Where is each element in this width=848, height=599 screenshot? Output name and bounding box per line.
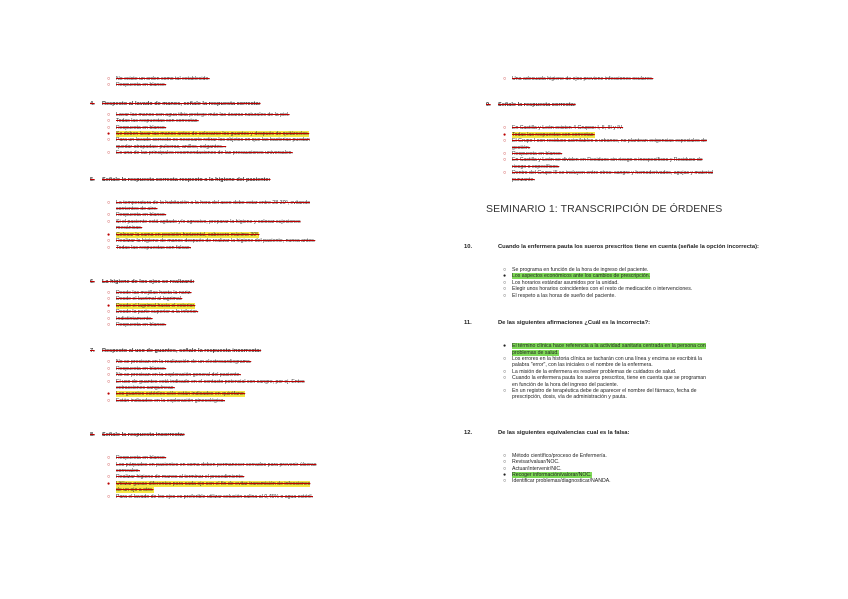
question-text: Respecto al uso de guantes, señale la respuesta incorrecta: [102,348,262,355]
answer-text: Los guantes estériles sólo están indicados en quirófano. [116,391,246,398]
question-number: 7. [90,348,95,355]
answer-text: Todas las respuestas son falsas. [116,244,191,251]
question-text: La higiene de los ojos se realizará: [102,278,195,285]
answer-text: Los párpados en pacientes en coma deben permanecer cerrados para prevenir úlceras [116,461,317,468]
answer-option [90,322,380,328]
answer-text: Si el paciente está agitado y/o agresivo, preparar la higiene y colocar sujeciones [116,218,301,225]
answer-list [90,200,380,251]
question-text: Señale la respuesta incorrecta: [102,432,185,439]
spacer [90,89,380,101]
answer-text: Los errores en la historia clínica se tacharán con una línea y encima se escribirá la [512,355,703,362]
answer-list [486,125,776,183]
answer-text: Es una de las principales recomendaciones de las precauciones universales. [116,150,293,157]
spacer [90,328,380,348]
selected-bullet-icon: ● [503,131,507,138]
question-number: 9. [486,102,491,109]
bullet-icon: ○ [503,170,507,177]
answer-text: problemas de salud. [512,349,559,356]
bullet-icon: ○ [503,292,507,299]
bullet-icon: ○ [107,76,111,82]
selected-bullet-icon: ● [503,471,507,478]
question-heading [90,432,380,439]
spacer [486,299,776,319]
spacer [486,441,776,453]
bullet-icon: ○ [107,321,111,328]
answer-text: Respuesta en blanco. [512,151,563,158]
bullet-icon: ○ [503,125,507,132]
question-number: 8. [90,432,95,439]
answer-text: prescripción, dosis, vía de administración y pauta. [512,394,627,401]
answer-text: Respuesta en blanco. [116,124,167,131]
selected-bullet-icon: ● [503,343,507,350]
answer-text: Dentro del Grupo III se incluyen entre otros: sangre y hemoderivados, agujas y material [512,170,713,177]
answer-text: Elegir unos horarios coincidentes con el resto de medicación o intervenciones. [512,286,693,293]
answer-list [486,76,776,82]
question-heading [464,319,776,327]
answer-text: El respeto a las horas de sueño del paciente. [512,292,616,299]
question-heading [486,102,776,109]
bullet-icon: ○ [503,138,507,145]
bullet-icon: ○ [107,124,111,131]
answer-text: gestión. [512,144,531,151]
bullet-icon: ○ [107,218,111,225]
bullet-icon: ○ [107,296,111,303]
answer-text: Realizar higiene de manos al terminar el procedimiento. [116,474,245,481]
answer-text: Desde el lagrimal hacia el exterior. [116,302,196,309]
spacer [486,401,776,429]
bullet-icon: ○ [107,82,111,89]
selected-bullet-icon: ● [107,231,111,238]
question-heading [464,429,776,437]
bullet-icon: ○ [503,368,507,375]
bullet-icon: ○ [107,455,111,462]
answer-text: Respuesta en blanco. [116,365,167,372]
answer-text: Se deben lavar las manos antes de colocarse los guantes y después de quitárselos. [116,131,310,138]
question-text: Señale la respuesta correcta: [498,102,576,109]
bullet-icon: ○ [503,267,507,274]
answer-text: Todas las respuestas son correctas. [116,118,199,125]
bullet-icon: ○ [107,238,111,245]
answer-option [486,394,776,400]
spacer [90,404,380,432]
question-text: De las siguientes equivalencias cual es la falsa: [498,429,630,436]
answer-text: Desde el lacrimal al lagrimal. [116,296,183,303]
spacer [90,443,380,455]
question-number: 6. [90,278,95,285]
bullet-icon: ○ [107,111,111,118]
answer-option [90,398,380,404]
spacer [486,82,776,102]
answer-text: Se programa en función de la hora de ingreso del paciente. [512,267,649,274]
answer-text: El Grupo I son residuos asimilables a urbanos, no plantean exigencias especiales de [512,138,707,145]
bullet-icon: ○ [503,157,507,164]
bullet-icon: ○ [107,309,111,316]
spacer [90,188,380,200]
answer-list [486,267,776,299]
question-text: Respecto al lavado de manos, señale la respuesta correcta: [102,100,261,107]
answer-text: de un ojo a otro. [116,487,154,494]
answer-text: Para el lavado de los ojos es preferible utilizar solución salina al 0,45% o agua estéril. [116,493,313,500]
bullet-icon: ○ [503,279,507,286]
spacer [486,215,776,243]
spacer [486,183,776,203]
bullet-icon: ○ [107,315,111,322]
answer-text: Están indicados en la exploración ginecológica. [116,397,226,404]
answer-list [90,112,380,157]
bullet-icon: ○ [107,474,111,481]
answer-list [486,343,776,401]
bullet-icon: ○ [107,137,111,144]
question-text: Cuando la enfermera pauta los sueros prescritos tiene en cuenta (señale la opción incorrecta): [498,244,759,251]
bullet-icon: ○ [107,289,111,296]
answer-text: extracciones sanguíneas. [116,384,175,391]
answer-option [486,177,776,183]
answer-list [90,359,380,404]
spacer [486,255,776,267]
answer-text: Todas las respuestas son correctas. [512,131,595,138]
spacer [90,157,380,177]
left-column [90,76,380,500]
answer-list [486,453,776,485]
question-heading [90,177,380,184]
selected-bullet-icon: ● [503,273,507,280]
answer-text: El término clínica hace referencia a la actividad sanitaria centrada en la persona con [512,343,706,350]
answer-text: Los aspectos económicos ante los cambios de prescripción. [512,273,651,280]
bullet-icon: ○ [503,452,507,459]
answer-text: Una adecuada higiene de ojos previene infecciones oculares. [512,76,654,82]
spacer [486,331,776,343]
bullet-icon: ○ [107,244,111,251]
answer-text: Respuesta en blanco. [116,321,167,328]
bullet-icon: ○ [107,150,111,157]
bullet-icon: ○ [107,397,111,404]
answer-option [90,494,380,500]
bullet-icon: ○ [107,118,111,125]
bullet-icon: ○ [107,199,111,206]
answer-text: Realizar la higiene de manos después de realizar la higiene del paciente, nunca antes. [116,238,316,245]
answer-text: punzante. [512,176,535,183]
question-heading [90,348,380,355]
bullet-icon: ○ [503,387,507,394]
selected-bullet-icon: ● [107,131,111,138]
answer-text: Utilizar gasas diferentes para cada ojo con el fin de evitar transmisión de infecciones [116,480,311,487]
question-heading [90,101,380,108]
selected-bullet-icon: ● [107,391,111,398]
answer-option [90,82,380,88]
bullet-icon: ○ [107,212,111,219]
answer-list [90,76,380,89]
answer-text: Método científico/proceso de Enfermería. [512,452,607,459]
answer-text: Respuesta en blanco. [116,212,167,219]
question-number: 11. [464,320,472,327]
answer-list [90,290,380,328]
bullet-icon: ○ [107,372,111,379]
answer-text: Indistintamente. [116,315,153,322]
question-heading [90,279,380,286]
answer-text: Respuesta en blanco. [116,82,167,89]
answer-text: Desde la parte superior a la inferior. [116,309,199,316]
bullet-icon: ○ [503,459,507,466]
bullet-icon: ○ [107,365,111,372]
answer-text: Identificar problemas/diagnosticar/NANDA. [512,478,611,485]
selected-bullet-icon: ● [107,302,111,309]
answer-text: Desde las mejillas hasta la nariz. [116,289,192,296]
answer-text: Los horarios estándar asumidos por la unidad. [512,279,619,286]
answer-option [486,76,776,82]
answer-list [90,455,380,500]
answer-text: Respuesta en blanco. [116,455,167,462]
answer-text: Lavar las manos con agua tibia protege más las ácaras naturales de la piel. [116,111,290,118]
question-text: Señale la respuesta correcta respecto a la higiene del paciente: [102,176,271,183]
bullet-icon: ○ [107,378,111,385]
answer-option [90,150,380,156]
answer-text: La misión de la enfermera es resolver problemas de cuidados de salud. [512,368,677,375]
right-column [464,76,776,485]
answer-text: Recoger información/valorar/NOC. [512,471,592,478]
bullet-icon: ○ [503,151,507,158]
question-heading [464,243,776,251]
answer-text: La temperatura de la habitación a la hora del aseo debe estar entre 28-30º, evitando [116,199,310,206]
bullet-icon: ○ [503,286,507,293]
bullet-icon: ○ [503,478,507,485]
answer-text: Para un lavado correcto es necesario retirar los objetos en que las bacterias puedan [116,137,310,144]
bullet-icon: ○ [503,465,507,472]
question-number: 5. [90,176,95,183]
question-number: 4. [90,100,95,107]
answer-text: palabra "error", con las iniciales o el nombre de la enfermera. [512,362,653,369]
answer-text: Revisar/valuar/NOC. [512,459,560,466]
bullet-icon: ○ [107,461,111,468]
question-number: 12. [464,429,473,436]
question-text: De las siguientes afirmaciones ¿Cuál es la incorrecta?: [498,320,651,327]
bullet-icon: ○ [503,76,507,82]
bullet-icon: ○ [503,355,507,362]
answer-text: corneales. [116,468,140,474]
answer-text: Colocar la cama en posición horizontal, cabecero máximo 30º. [116,231,260,238]
bullet-icon: ○ [503,375,507,382]
answer-text: corrientes de aire. [116,206,158,213]
answer-option [486,293,776,299]
bullet-icon: ○ [107,493,111,500]
answer-text: El uso de guantes está indicado en el contacto potencial con sangre, por ej. Entes [116,378,305,385]
spacer [486,113,776,125]
answer-text: Actuar/intervenir/NIC. [512,465,562,472]
spacer [90,251,380,279]
answer-text: Cuando la enfermera pauta los sueros prescritos, tiene en cuenta que se programan [512,375,707,382]
answer-text: En un registro de terapéutica debe de aparecer el nombre del fármaco, fecha de [512,387,697,394]
answer-text: en función de la hora del ingreso del paciente. [512,381,619,388]
question-number: 10. [464,244,473,251]
answer-option [486,478,776,484]
answer-option [90,245,380,251]
answer-text: riesgo o específicos. [512,163,560,170]
section-heading: SEMINARIO 1: TRANSCRIPCIÓN DE ÓRDENES [486,203,723,216]
answer-text: No existe un orden como tal establecido. [116,76,210,82]
answer-text: No se precisan en la realización de un electrocardiograma. [116,359,252,366]
selected-bullet-icon: ● [107,480,111,487]
answer-text: En Castilla y León existen 4 Grupos: I, II, III y IV. [512,125,624,132]
answer-text: En Castilla y León se dividen en Residuos sin riesgo o inespecíficos y Residuos de [512,157,703,164]
answer-text: mecánicas. [116,225,143,232]
bullet-icon: ○ [107,359,111,366]
answer-text: No se precisan en la exploración general del paciente. [116,372,241,379]
answer-text: quedar atrapadas: pulseras, anillos, colgantes... [116,143,227,150]
